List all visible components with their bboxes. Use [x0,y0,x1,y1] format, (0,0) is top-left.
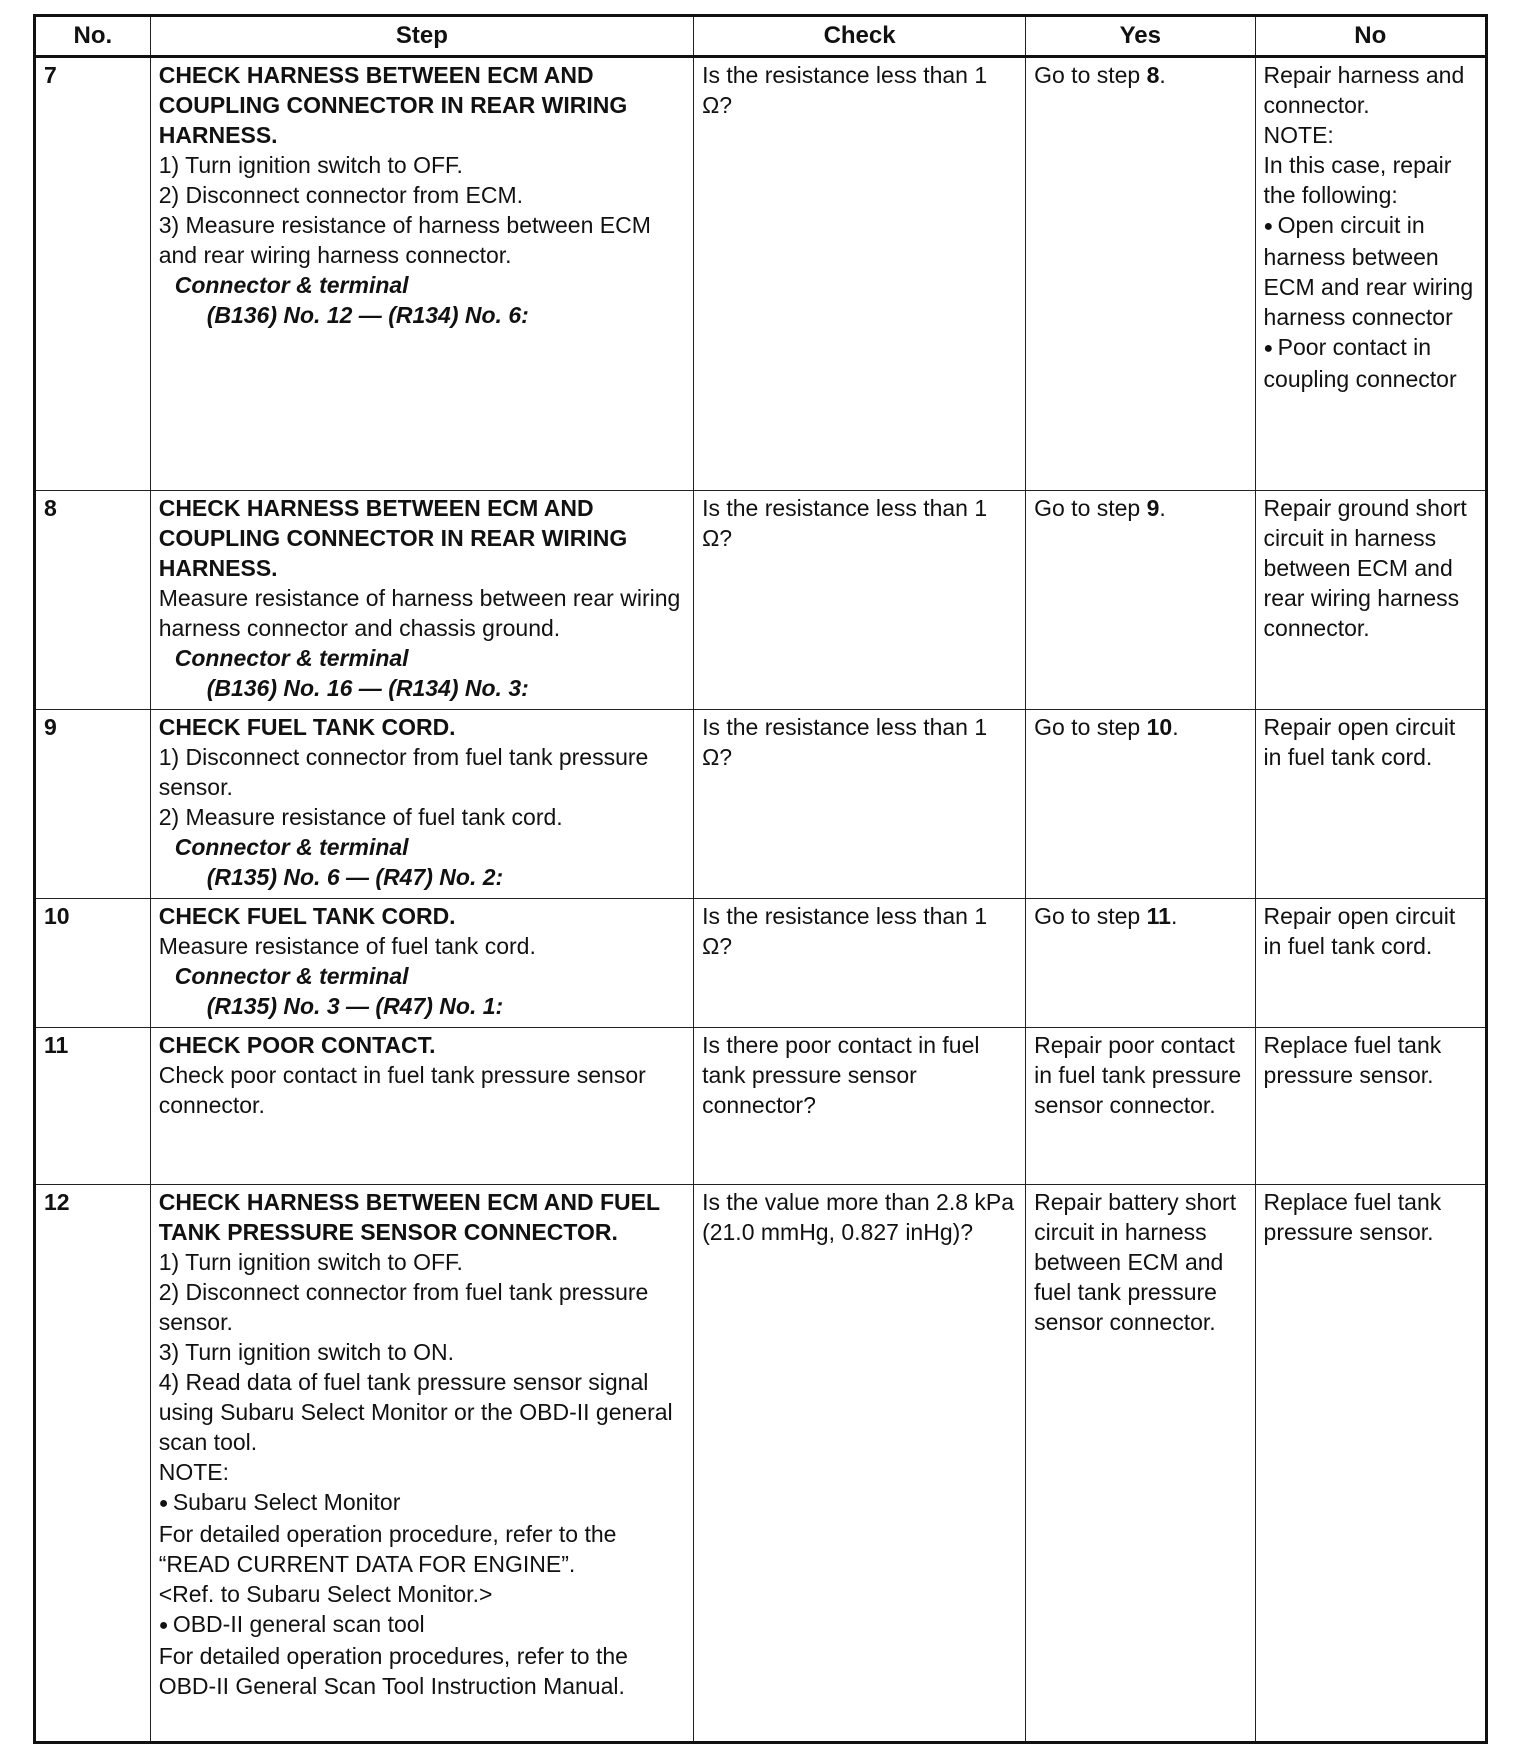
connector-terminal-label: Connector & terminal [174,272,409,298]
no-cell: Replace fuel tank pressure sensor. [1255,1028,1486,1185]
yes-prefix: Go to step [1034,714,1147,740]
diagnostic-table-page [33,14,1488,1744]
table-header-row [35,16,1487,57]
table-row-step-9 [35,710,1487,899]
table-row-step-7 [35,57,1487,491]
header-step: Step [150,16,693,57]
connector-terminal-value: (R135) No. 3 — (R47) No. 1: [206,993,504,1019]
connector-terminal-label: Connector & terminal [174,645,409,671]
step-line: <Ref. to Subaru Select Monitor.> [158,1581,493,1607]
check-cell: Is the resistance less than 1 Ω? [694,491,1026,710]
step-number: 7 [35,57,151,491]
step-line: For detailed operation procedure, refer to the “READ CURRENT DATA FOR ENGINE”. [158,1521,617,1577]
yes-cell: Repair battery short circuit in harness between ECM and fuel tank pressure sensor connector. [1026,1185,1255,1743]
step-cell [150,899,693,1028]
step-number: 10 [35,899,151,1028]
step-cell [150,1185,693,1743]
step-line: Measure resistance of harness between rear wiring harness connector and chassis ground. [158,585,681,641]
yes-cell [1026,710,1255,899]
step-number: 11 [35,1028,151,1185]
step-line: 4) Read data of fuel tank pressure sensor signal using Subaru Select Monitor or the OBD-II general scan tool. [158,1369,673,1455]
step-line: 2) Measure resistance of fuel tank cord. [158,804,563,830]
connector-terminal-label: Connector & terminal [174,834,409,860]
check-cell: Is the resistance less than 1 Ω? [694,710,1026,899]
step-line: 2) Disconnect connector from fuel tank pressure sensor. [158,1279,649,1335]
no-line: NOTE: [1263,122,1334,148]
step-title: CHECK FUEL TANK CORD. [158,903,456,929]
connector-terminal-value: (R135) No. 6 — (R47) No. 2: [206,864,504,890]
check-cell: Is the resistance less than 1 Ω? [694,899,1026,1028]
step-line: Check poor contact in fuel tank pressure sensor connector. [158,1062,646,1118]
header-yes: Yes [1026,16,1255,57]
step-line: Measure resistance of fuel tank cord. [158,933,536,959]
yes-suffix: . [1170,903,1178,929]
check-cell: Is the value more than 2.8 kPa (21.0 mmHg, 0.827 inHg)? [694,1185,1026,1743]
step-line: 1) Turn ignition switch to OFF. [158,1249,463,1275]
step-bullet-item: ● OBD-II general scan tool [159,1609,685,1641]
connector-terminal-value: (B136) No. 12 — (R134) No. 6: [206,302,529,328]
no-cell: Repair open circuit in fuel tank cord. [1255,899,1486,1028]
yes-step-link[interactable]: 9 [1146,495,1160,521]
step-line: 1) Disconnect connector from fuel tank pressure sensor. [158,744,649,800]
yes-suffix: . [1159,495,1166,521]
header-check: Check [694,16,1026,57]
step-cell [150,1028,693,1185]
yes-cell: Repair poor contact in fuel tank pressure sensor connector. [1026,1028,1255,1185]
table-row-step-10 [35,899,1487,1028]
yes-cell [1026,491,1255,710]
step-line: 1) Turn ignition switch to OFF. [158,152,463,178]
step-number: 12 [35,1185,151,1743]
step-cell [150,710,693,899]
step-cell [150,491,693,710]
yes-prefix: Go to step [1034,903,1147,929]
step-line: NOTE: [158,1459,229,1485]
no-cell: Repair ground short circuit in harness between ECM and rear wiring harness connector. [1255,491,1486,710]
table-row-step-11 [35,1028,1487,1185]
step-title: CHECK FUEL TANK CORD. [158,714,456,740]
step-line: 3) Turn ignition switch to ON. [158,1339,454,1365]
step-line: 3) Measure resistance of harness between ECM and rear wiring harness connector. [158,212,651,268]
step-number: 9 [35,710,151,899]
yes-suffix: . [1159,62,1166,88]
step-line: 2) Disconnect connector from ECM. [158,182,523,208]
diagnostic-procedure-table [33,14,1488,1744]
yes-step-link[interactable]: 11 [1146,903,1171,929]
step-number: 8 [35,491,151,710]
step-cell [150,57,693,491]
connector-terminal-label: Connector & terminal [174,963,409,989]
check-cell: Is there poor contact in fuel tank pressure sensor connector? [694,1028,1026,1185]
yes-prefix: Go to step [1034,495,1147,521]
no-bullet-item: ● Open circuit in harness between ECM and rear wiring harness connector [1264,210,1477,332]
step-title: CHECK HARNESS BETWEEN ECM AND COUPLING CONNECTOR IN REAR WIRING HARNESS. [158,62,628,148]
no-cell: Replace fuel tank pressure sensor. [1255,1185,1486,1743]
no-cell: Repair open circuit in fuel tank cord. [1255,710,1486,899]
no-bullet-item: ● Poor contact in coupling connector [1264,332,1477,394]
yes-cell [1026,57,1255,491]
yes-suffix: . [1172,714,1179,740]
step-title: CHECK HARNESS BETWEEN ECM AND COUPLING CONNECTOR IN REAR WIRING HARNESS. [158,495,628,581]
yes-prefix: Go to step [1034,62,1147,88]
yes-cell [1026,899,1255,1028]
header-no-result: No [1255,16,1486,57]
step-title: CHECK POOR CONTACT. [158,1032,436,1058]
check-cell: Is the resistance less than 1 Ω? [694,57,1026,491]
step-bullet-item: ● Subaru Select Monitor [159,1487,685,1519]
table-row-step-8 [35,491,1487,710]
table-row-step-12 [35,1185,1487,1743]
yes-step-link[interactable]: 8 [1146,62,1160,88]
step-title: CHECK HARNESS BETWEEN ECM AND FUEL TANK PRESSURE SENSOR CONNECTOR. [158,1189,660,1245]
yes-step-link[interactable]: 10 [1146,714,1173,740]
connector-terminal-value: (B136) No. 16 — (R134) No. 3: [206,675,529,701]
step-line: For detailed operation procedures, refer to the OBD-II General Scan Tool Instruction Manual. [158,1643,628,1699]
header-no: No. [35,16,151,57]
no-line: Repair harness and connector. [1263,62,1465,118]
no-line: In this case, repair the following: [1263,152,1452,208]
no-cell [1255,57,1486,491]
